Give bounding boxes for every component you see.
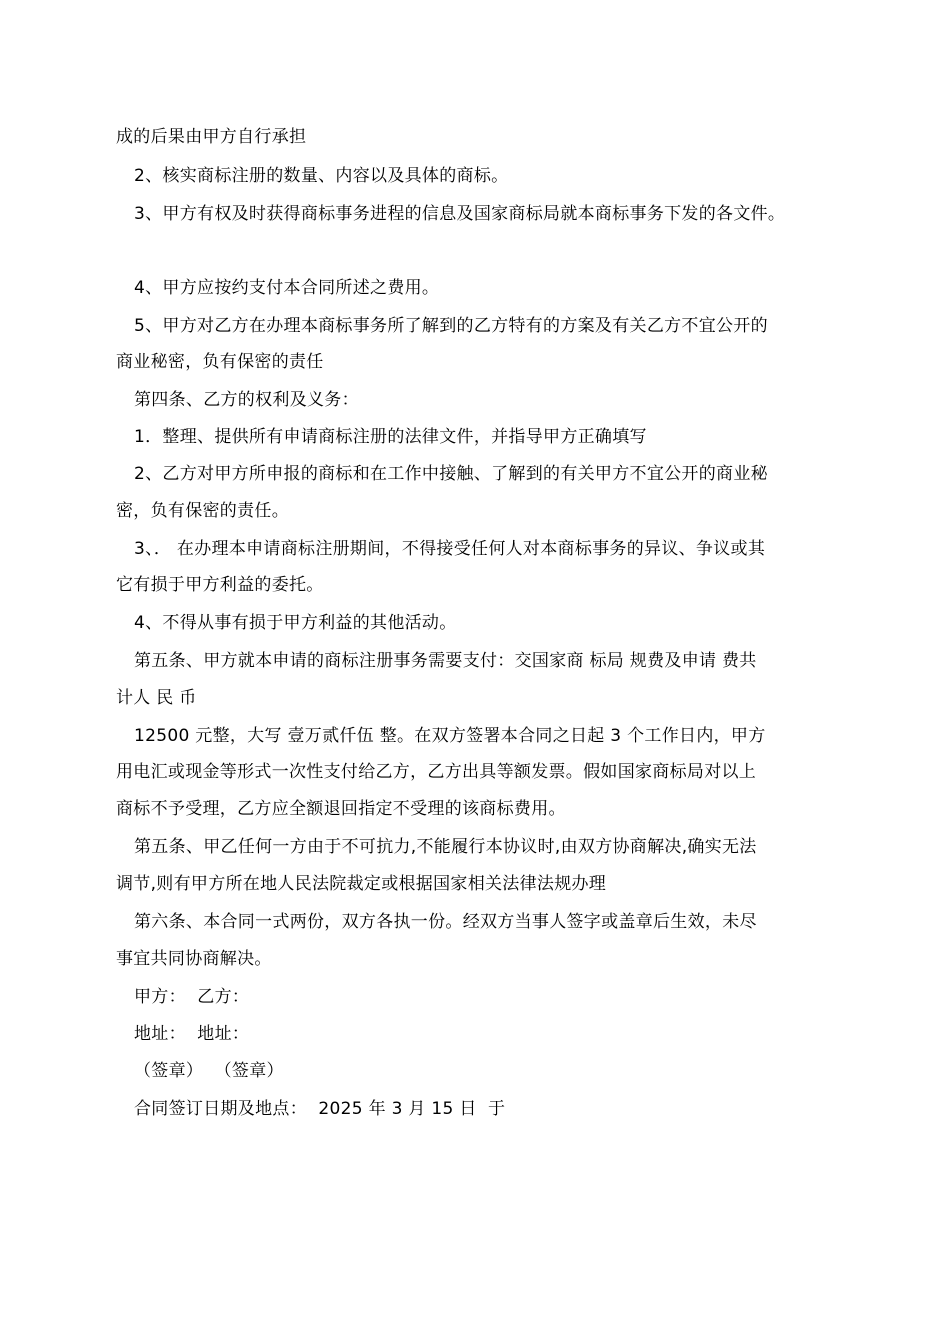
text-line: 它有损于甲方利益的委托。: [116, 575, 324, 595]
text-line: 计人 民 币: [116, 688, 197, 708]
text-line: 4、甲方应按约支付本合同所述之费用。: [134, 278, 440, 298]
text-line: 5、甲方对乙方在办理本商标事务所了解到的乙方特有的方案及有关乙方不宜公开的: [134, 316, 768, 336]
text-line: 3、甲方有权及时获得商标事务进程的信息及国家商标局就本商标事务下发的各文件。: [134, 204, 786, 224]
text-line: 商标不予受理，乙方应全额退回指定不受理的该商标费用。: [116, 799, 566, 819]
text-line: 事宜共同协商解决。: [116, 949, 272, 969]
text-line: 2、乙方对甲方所申报的商标和在工作中接触、了解到的有关甲方不宜公开的商业秘: [134, 464, 768, 484]
text-line: 12500 元整，大写 壹万贰仟伍 整。在双方签署本合同之日起 3 个工作日内，甲方: [134, 726, 766, 746]
text-line: 密，负有保密的责任。: [116, 501, 289, 521]
text-line: 4、不得从事有损于甲方利益的其他活动。: [134, 613, 457, 633]
section-heading: 第四条、乙方的权利及义务：: [134, 390, 359, 410]
text-line: 3、． 在办理本申请商标注册期间，不得接受任何人对本商标事务的异议、争议或其: [134, 539, 766, 559]
section-heading: 第六条、本合同一式两份，双方各执一份。经双方当事人签字或盖章后生效，未尽: [134, 912, 757, 932]
text-line: 1．整理、提供所有申请商标注册的法律文件，并指导甲方正确填写: [134, 427, 647, 447]
section-heading: 第五条、甲方就本申请的商标注册事务需要支付：交国家商 标局 规费及申请 费共: [134, 651, 757, 671]
address-label: 地址： 地址：: [134, 1024, 250, 1044]
text-line: 成的后果由甲方自行承担: [116, 127, 307, 147]
party-label: 甲方： 乙方：: [134, 987, 250, 1007]
text-line: 调节,则有甲方所在地人民法院裁定或根据国家相关法律法规办理: [116, 874, 607, 894]
signing-date: 合同签订日期及地点： 2025 年 3 月 15 日 于: [134, 1099, 506, 1119]
signature-label: （签章） （签章）: [134, 1061, 284, 1081]
section-heading: 第五条、甲乙任何一方由于不可抗力,不能履行本协议时,由双方协商解决,确实无法: [134, 837, 757, 857]
text-line: 用电汇或现金等形式一次性支付给乙方，乙方出具等额发票。假如国家商标局对以上: [116, 762, 757, 782]
text-line: 2、核实商标注册的数量、内容以及具体的商标。: [134, 166, 509, 186]
text-line: 商业秘密，负有保密的责任: [116, 352, 324, 372]
